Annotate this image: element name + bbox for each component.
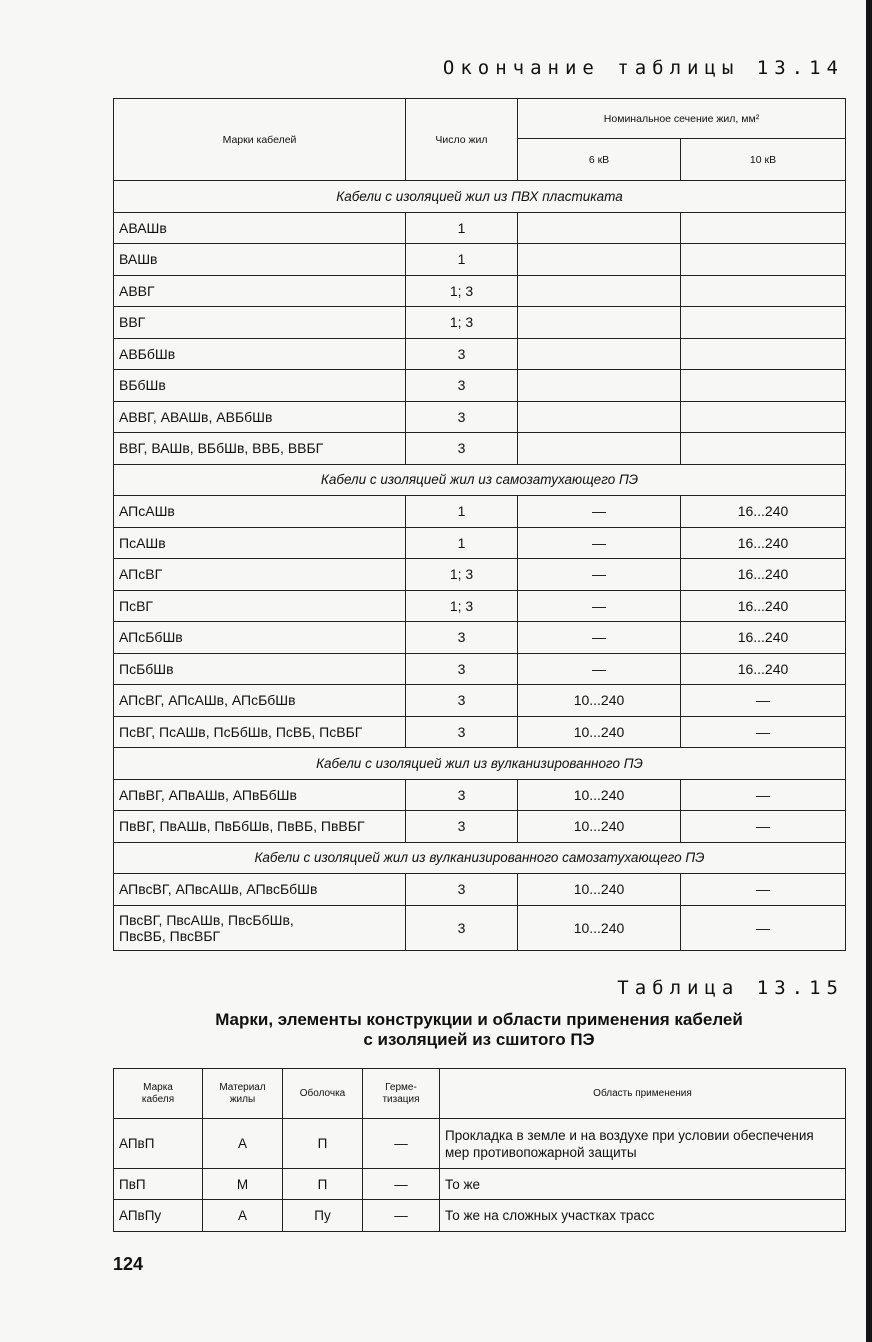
table-row	[114, 1119, 846, 1169]
cell-brand: АПвВГ, АПвАШв, АПвБбШв	[114, 779, 406, 811]
section-title: Кабели с изоляцией жил из самозатухающего ПЭ	[114, 464, 846, 496]
section-title: Кабели с изоляцией жил из вулканизированного ПЭ	[114, 748, 846, 780]
table-row	[114, 622, 846, 654]
cell-10kv: —	[681, 811, 846, 843]
cell-10kv: —	[681, 716, 846, 748]
cell-6kv: —	[518, 590, 681, 622]
header-section: Номинальное сечение жил, мм²	[518, 99, 846, 139]
cell-6kv: 10...240	[518, 811, 681, 843]
section-header-row	[114, 181, 846, 213]
cell-10kv: —	[681, 779, 846, 811]
cell-6kv: 10...240	[518, 874, 681, 906]
cell-brand: ПсВГ	[114, 590, 406, 622]
cell-seal: —	[363, 1200, 440, 1232]
cell-sheath: П	[283, 1119, 363, 1169]
cell-application: То же на сложных участках трасс	[440, 1200, 846, 1232]
table-title-line-1: Марки, элементы конструкции и области применения кабелей	[215, 1010, 743, 1029]
cell-brand: АВБбШв	[114, 338, 406, 370]
cell-6kv: —	[518, 496, 681, 528]
header-brand-text: Марка кабеля	[141, 1081, 175, 1105]
header-seal	[363, 1069, 440, 1119]
cell-10kv: 16...240	[681, 496, 846, 528]
section-header-row	[114, 464, 846, 496]
cell-6kv	[518, 401, 681, 433]
cell-cores: 1	[406, 212, 518, 244]
table-row	[114, 716, 846, 748]
cell-6kv	[518, 275, 681, 307]
cell-cores: 1	[406, 527, 518, 559]
cell-10kv	[681, 370, 846, 402]
table-caption: Таблица 13.15	[617, 977, 844, 999]
cell-brand: ВВГ, ВАШв, ВБбШв, ВВБ, ВВБГ	[114, 433, 406, 465]
cell-cores: 1; 3	[406, 275, 518, 307]
cell-10kv: 16...240	[681, 590, 846, 622]
table-row	[114, 275, 846, 307]
cell-brand: ПсВГ, ПсАШв, ПсБбШв, ПсВБ, ПсВБГ	[114, 716, 406, 748]
table-row	[114, 433, 846, 465]
header-seal-text: Герме- тизация	[382, 1081, 420, 1105]
cell-seal: —	[363, 1169, 440, 1200]
table-row	[114, 370, 846, 402]
cell-10kv: —	[681, 874, 846, 906]
section-title: Кабели с изоляцией жил из ПВХ пластиката	[114, 181, 846, 213]
cell-cores: 3	[406, 716, 518, 748]
cell-6kv	[518, 433, 681, 465]
cell-material: А	[203, 1119, 283, 1169]
table-row	[114, 559, 846, 591]
cell-10kv: 16...240	[681, 653, 846, 685]
table-row	[114, 905, 846, 950]
cell-brand: АПсБбШв	[114, 622, 406, 654]
header-6kv: 6 кВ	[518, 139, 681, 181]
header-10kv: 10 кВ	[681, 139, 846, 181]
cell-10kv: —	[681, 905, 846, 950]
xlpe-cables-table	[113, 1068, 846, 1232]
cell-brand: АПсВГ, АПсАШв, АПсБбШв	[114, 685, 406, 717]
table-row	[114, 338, 846, 370]
cell-10kv	[681, 307, 846, 339]
table-row	[114, 590, 846, 622]
table-title	[113, 1010, 845, 1050]
cell-10kv	[681, 338, 846, 370]
cell-cores: 3	[406, 622, 518, 654]
cell-6kv: —	[518, 653, 681, 685]
cell-material: М	[203, 1169, 283, 1200]
cell-10kv	[681, 244, 846, 276]
cell-6kv	[518, 212, 681, 244]
header-material	[203, 1069, 283, 1119]
cell-cores: 1	[406, 496, 518, 528]
table-row	[114, 653, 846, 685]
cell-6kv: 10...240	[518, 905, 681, 950]
cell-sheath: П	[283, 1169, 363, 1200]
cell-brand: АПсАШв	[114, 496, 406, 528]
cell-10kv: —	[681, 685, 846, 717]
cell-10kv: 16...240	[681, 527, 846, 559]
table-row	[114, 244, 846, 276]
cell-cores: 3	[406, 779, 518, 811]
cell-cores: 3	[406, 874, 518, 906]
cell-6kv: 10...240	[518, 685, 681, 717]
cell-cores: 1; 3	[406, 559, 518, 591]
cell-10kv	[681, 433, 846, 465]
cell-application: Прокладка в земле и на воздухе при условии обеспечения мер противопожарной защиты	[440, 1119, 846, 1169]
cell-brand: ПсАШв	[114, 527, 406, 559]
table-row	[114, 874, 846, 906]
cell-10kv	[681, 275, 846, 307]
cell-brand: АВАШв	[114, 212, 406, 244]
cell-10kv: 16...240	[681, 622, 846, 654]
cell-brand: ВАШв	[114, 244, 406, 276]
cell-10kv: 16...240	[681, 559, 846, 591]
cell-cores: 1; 3	[406, 590, 518, 622]
page-edge-shadow	[866, 0, 872, 1342]
cell-cores: 1; 3	[406, 307, 518, 339]
cell-6kv	[518, 370, 681, 402]
cell-6kv: —	[518, 527, 681, 559]
cell-seal: —	[363, 1119, 440, 1169]
header-application: Область применения	[440, 1069, 846, 1119]
table-row	[114, 496, 846, 528]
cell-cores: 3	[406, 338, 518, 370]
header-cores: Число жил	[406, 99, 518, 181]
cell-cores: 1	[406, 244, 518, 276]
cell-material: А	[203, 1200, 283, 1232]
cell-brand: ПвВГ, ПвАШв, ПвБбШв, ПвВБ, ПвВБГ	[114, 811, 406, 843]
cell-sheath: Пу	[283, 1200, 363, 1232]
cable-brands-table	[113, 98, 846, 951]
section-title: Кабели с изоляцией жил из вулканизированного самозатухающего ПЭ	[114, 842, 846, 874]
table-row	[114, 779, 846, 811]
table-body	[114, 1119, 846, 1232]
cell-10kv	[681, 212, 846, 244]
cell-cores: 3	[406, 811, 518, 843]
header-sheath: Оболочка	[283, 1069, 363, 1119]
table-continuation-caption: Окончание таблицы 13.14	[442, 57, 844, 79]
cell-application: То же	[440, 1169, 846, 1200]
cell-6kv: 10...240	[518, 779, 681, 811]
cell-brand: АПвсВГ, АПвсАШв, АПвсБбШв	[114, 874, 406, 906]
table-title-line-2: с изоляцией из сшитого ПЭ	[363, 1030, 595, 1049]
table-row	[114, 811, 846, 843]
cell-10kv	[681, 401, 846, 433]
table-row	[114, 1200, 846, 1232]
table-row	[114, 685, 846, 717]
cell-brand: АВВГ	[114, 275, 406, 307]
cell-6kv	[518, 338, 681, 370]
cell-brand: ВВГ	[114, 307, 406, 339]
cell-6kv: —	[518, 559, 681, 591]
header-material-text: Материал жилы	[219, 1081, 266, 1105]
cell-brand: АПвПу	[114, 1200, 203, 1232]
cell-6kv	[518, 307, 681, 339]
cell-brand: ПсБбШв	[114, 653, 406, 685]
cell-6kv: 10...240	[518, 716, 681, 748]
cell-brand: АПвП	[114, 1119, 203, 1169]
cell-cores: 3	[406, 653, 518, 685]
cell-cores: 3	[406, 905, 518, 950]
header-brand: Марки кабелей	[114, 99, 406, 181]
page-number: 124	[113, 1254, 144, 1274]
cell-cores: 3	[406, 401, 518, 433]
table-row	[114, 1169, 846, 1200]
section-header-row	[114, 748, 846, 780]
header-brand	[114, 1069, 203, 1119]
cell-brand: ПвсВГ, ПвсАШв, ПвсБбШв, ПвсВБ, ПвсВБГ	[114, 905, 406, 950]
table-body	[114, 181, 846, 951]
table-row	[114, 307, 846, 339]
cell-cores: 3	[406, 433, 518, 465]
cell-brand: АВВГ, АВАШв, АВБбШв	[114, 401, 406, 433]
cell-cores: 3	[406, 370, 518, 402]
table-row	[114, 527, 846, 559]
cell-brand: АПсВГ	[114, 559, 406, 591]
section-header-row	[114, 842, 846, 874]
cell-6kv	[518, 244, 681, 276]
cell-cores: 3	[406, 685, 518, 717]
cell-brand: ВБбШв	[114, 370, 406, 402]
table-row	[114, 212, 846, 244]
table-row	[114, 401, 846, 433]
cell-6kv: —	[518, 622, 681, 654]
cell-brand: ПвП	[114, 1169, 203, 1200]
